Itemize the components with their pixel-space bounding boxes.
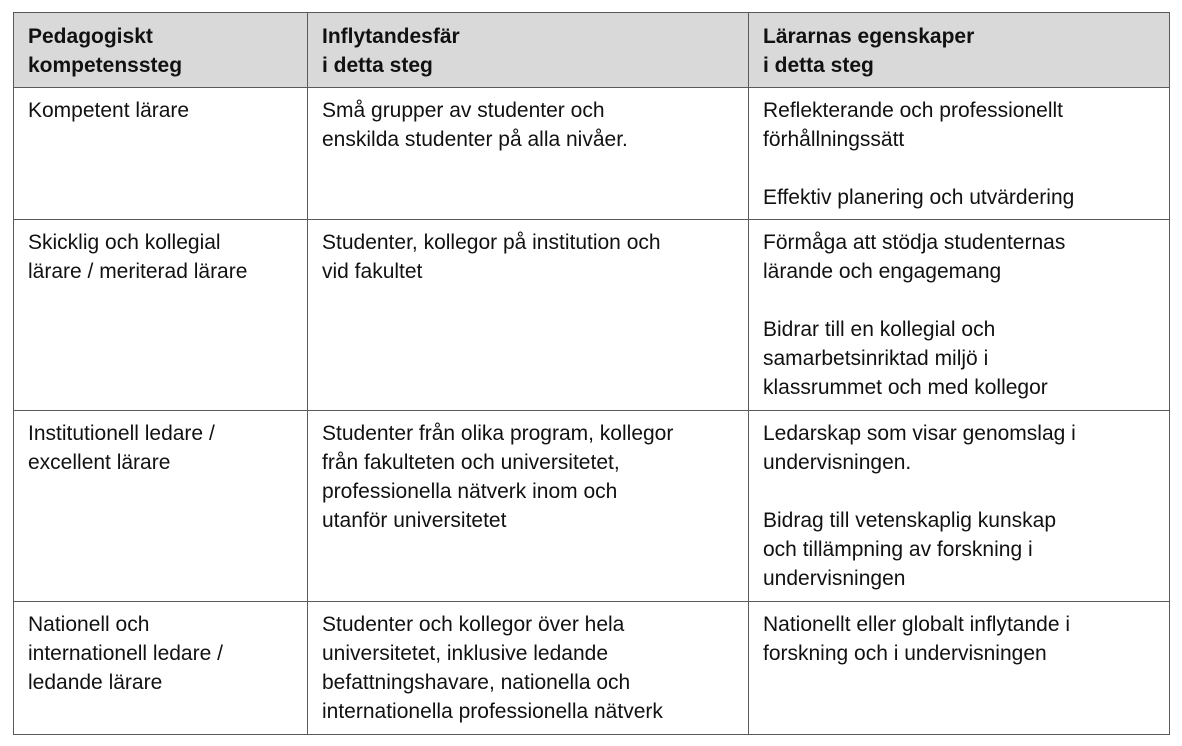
cell-sphere <box>308 411 749 602</box>
cell-line: Studenter från olika program, kollegor <box>322 422 674 445</box>
cell-line: samarbetsinriktad miljö i <box>763 347 989 370</box>
header-stage <box>14 13 308 88</box>
cell-line: excellent lärare <box>28 451 171 474</box>
cell-line: förhållningssätt <box>763 128 905 151</box>
cell-line: Studenter och kollegor över hela <box>322 613 625 636</box>
paragraph-gap <box>763 286 1155 315</box>
cell-line: internationella professionella nätverk <box>322 700 663 723</box>
cell-sphere <box>308 220 749 411</box>
cell-line: utanför universitetet <box>322 509 507 532</box>
cell-traits <box>749 602 1170 735</box>
cell-stage <box>14 220 308 411</box>
cell-line: lärare / meriterad lärare <box>28 260 248 283</box>
cell-line: Nationellt eller globalt inflytande i <box>763 613 1071 636</box>
table-row <box>14 88 1170 220</box>
competence-table <box>13 12 1170 735</box>
cell-line: forskning och i undervisningen <box>763 642 1047 665</box>
header-sphere <box>308 13 749 88</box>
table-header-row <box>14 13 1170 88</box>
cell-line: undervisningen <box>763 567 906 590</box>
header-line: Inflytandesfär <box>322 25 460 48</box>
cell-line: från fakulteten och universitetet, <box>322 451 620 474</box>
cell-line: Institutionell ledare / <box>28 422 215 445</box>
header-line: i detta steg <box>763 54 874 77</box>
cell-stage <box>14 602 308 735</box>
cell-line: undervisningen. <box>763 451 912 474</box>
cell-line: Reflekterande och professionellt <box>763 99 1064 122</box>
header-line: Lärarnas egenskaper <box>763 25 975 48</box>
cell-line: Skicklig och kollegial <box>28 231 221 254</box>
cell-line: Bidrag till vetenskaplig kunskap <box>763 509 1056 532</box>
table-row <box>14 602 1170 735</box>
cell-stage <box>14 411 308 602</box>
table-row <box>14 220 1170 411</box>
header-line: Pedagogiskt <box>28 25 153 48</box>
table-row <box>14 411 1170 602</box>
header-line: i detta steg <box>322 54 433 77</box>
competence-table-container <box>13 12 1169 735</box>
cell-line: befattningshavare, nationella och <box>322 671 631 694</box>
header-traits <box>749 13 1170 88</box>
cell-line: ledande lärare <box>28 671 163 694</box>
cell-line: och tillämpning av forskning i <box>763 538 1033 561</box>
cell-traits <box>749 88 1170 220</box>
cell-line: Nationell och <box>28 613 150 636</box>
cell-line: klassrummet och med kollegor <box>763 376 1048 399</box>
cell-line: Effektiv planering och utvärdering <box>763 186 1075 209</box>
cell-sphere <box>308 602 749 735</box>
cell-line: Kompetent lärare <box>28 99 190 122</box>
cell-line: Studenter, kollegor på institution och <box>322 231 661 254</box>
paragraph-gap <box>763 154 1155 183</box>
paragraph-gap <box>763 477 1155 506</box>
cell-traits <box>749 411 1170 602</box>
cell-line: universitetet, inklusive ledande <box>322 642 609 665</box>
cell-line: internationell ledare / <box>28 642 223 665</box>
cell-sphere <box>308 88 749 220</box>
cell-line: Små grupper av studenter och <box>322 99 605 122</box>
cell-stage <box>14 88 308 220</box>
cell-line: Bidrar till en kollegial och <box>763 318 996 341</box>
cell-line: Förmåga att stödja studenternas <box>763 231 1066 254</box>
cell-line: enskilda studenter på alla nivåer. <box>322 128 628 151</box>
header-line: kompetenssteg <box>28 54 183 77</box>
cell-line: Ledarskap som visar genomslag i <box>763 422 1076 445</box>
cell-traits <box>749 220 1170 411</box>
cell-line: lärande och engagemang <box>763 260 1002 283</box>
cell-line: professionella nätverk inom och <box>322 480 618 503</box>
cell-line: vid fakultet <box>322 260 423 283</box>
